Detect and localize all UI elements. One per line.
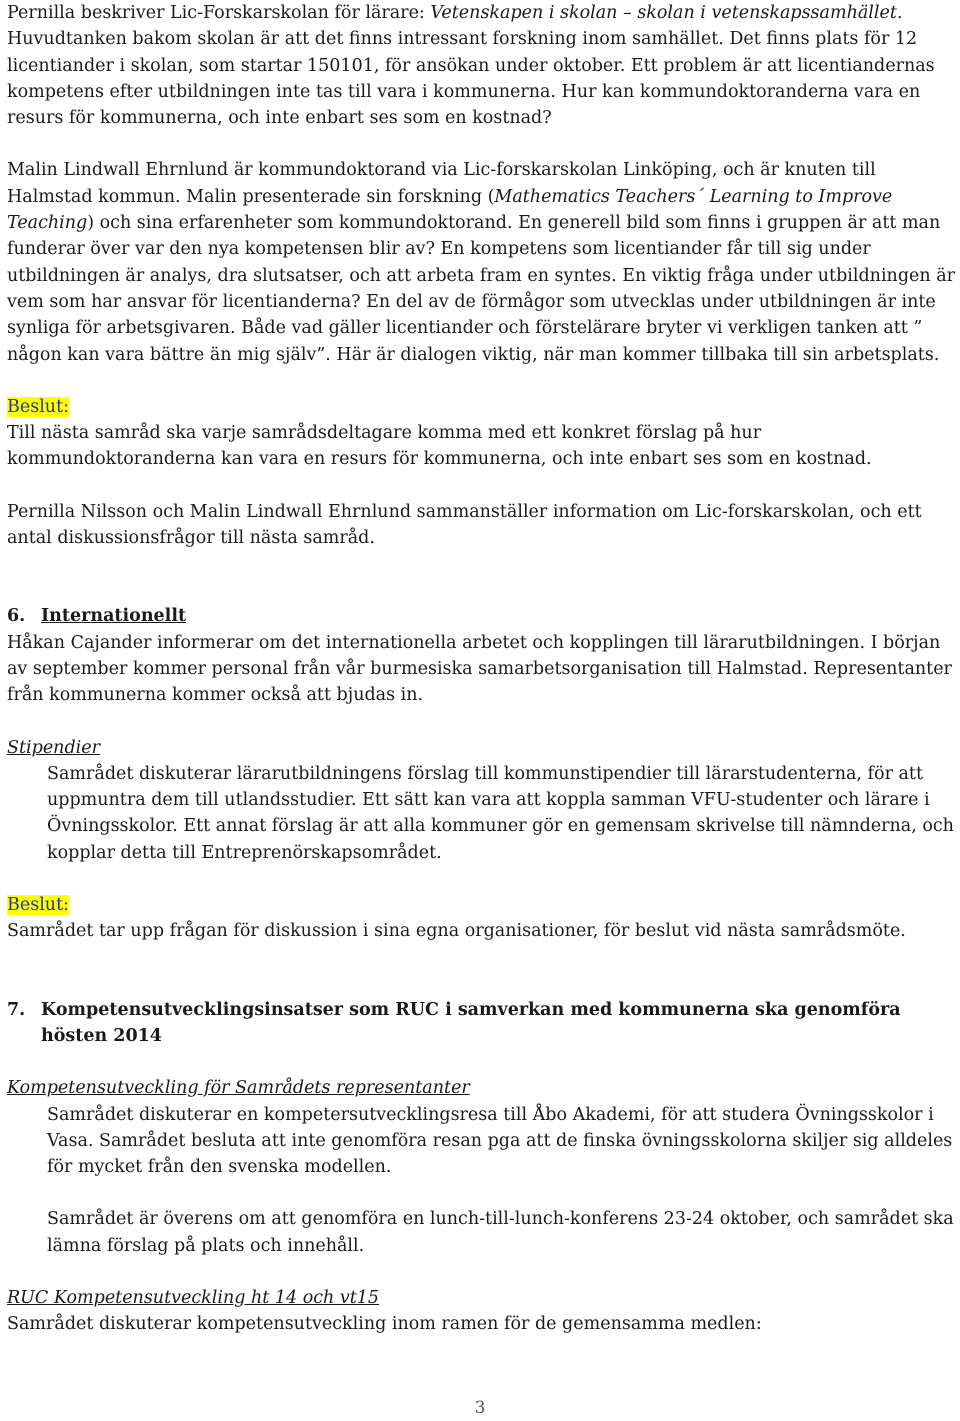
beslut-label: Beslut: <box>7 895 69 916</box>
text-run: Huvudtanken bakom skolan är att det finns intressant forskning inom samhället. Det finns plats för 12 licentiander i skolan, som startar 150101, för ansökan under oktober. Ett problem är att licentiandernas kompetens efter utbildningen inte tas till vara i kommunerna. Hur kan kommundoktoranderna vara en resurs för kommunerna, och inte enbart ses som en kostnad? <box>7 29 935 129</box>
ruc-body: Samrådet diskuterar kompetensutveckling inom ramen för de gemensamma medlen: <box>7 1314 762 1335</box>
section-6-body: Håkan Cajander informerar om det internationella arbetet och kopplingen till lärarutbildningen. I början av september kommer personal från vår burmesiska samarbetsorganisation till Halmstad. Representanter från kommunerna kommer också att bjudas in. <box>7 632 952 706</box>
text-run: Pernilla beskriver Lic-Forskarskolan för lärare: <box>7 3 431 23</box>
section-number: 6. <box>7 606 26 627</box>
research-title: Mathematics Teachers´ Learning to Improve Teaching <box>7 186 893 234</box>
beslut-text: Till nästa samråd ska varje samrådsdeltagare komma med ett konkret förslag på hur kommundoktoranderna kan vara en resurs för kommunerna, och inte enbart ses som en kostnad. <box>7 423 872 470</box>
section-title: Internationellt <box>41 606 187 627</box>
section-number: 7. <box>7 999 26 1020</box>
text-run: ) och sina erfarenheter som kommundoktorand. En generell bild som finns i gruppen är att man funderar över var den nya kompetensen blir av? En kompetens som licentiander får till sig under utbildningen är analys, dra slutsatser, och att arbeta fram en syntes. En viktig fråga under utbildningen är vem som har ansvar för licentianderna? En del av de förmågor som utvecklas under utbildningen är inte synliga för arbetsgivaren. Både vad gäller licentiander och förstelärare bryter vi verkligen tanken att ” någon kan vara bättre än mig själv”. Här är dialogen viktig, när man kommer tillbaka till sin arbetsplats. <box>7 213 956 365</box>
beslut-label: Beslut: <box>7 396 69 417</box>
stipendier-body: Samrådet diskuterar lärarutbildningens förslag till kommunstipendier till lärarstudenterna, för att uppmuntra dem till utlandsstudier. Ett sätt kan vara att koppla samman VFU-studenter och lärare i Övningsskolor. Ett annat förslag är att alla kommuner gör en gemensam skrivelse till nämnderna, och kopplar detta till Entreprenörskapsområdet. <box>47 763 954 863</box>
ruc-heading: RUC Kompetensutveckling ht 14 och vt15 <box>7 1287 380 1308</box>
paragraph-sammanstaller: Pernilla Nilsson och Malin Lindwall Ehrnlund sammanställer information om Lic-forskarskolan, och ett antal diskussionsfrågor till nästa samråd. <box>7 501 922 549</box>
page-number: 3 <box>474 1398 486 1418</box>
section-7-heading <box>7 997 957 1050</box>
stipendier-heading: Stipendier <box>7 737 100 758</box>
text-run: Malin Lindwall Ehrnlund är kommundoktorand via Lic-forskarskolan Linköping, och är knuten till Halmstad kommun. Malin presenterade sin forskning ( <box>7 160 876 207</box>
document-page <box>7 0 957 1338</box>
course-title: Vetenskapen i skolan – skolan i vetenskapssamhället. <box>430 3 903 23</box>
kompetensutveckling-body-2: Samrådet är överens om att genomföra en lunch-till-lunch-konferens 23-24 oktober, och samrådet ska lämna förslag på plats och innehåll. <box>47 1209 954 1256</box>
beslut-text: Samrådet tar upp frågan för diskussion i sina egna organisationer, för beslut vid nästa samrådsmöte. <box>7 921 906 942</box>
paragraph-malin <box>7 157 957 367</box>
kompetensutveckling-heading: Kompetensutveckling för Samrådets representanter <box>7 1078 470 1099</box>
kompetensutveckling-body-1: Samrådet diskuterar en kompetersutvecklingsresa till Åbo Akademi, för att studera Övningsskolor i Vasa. Samrådet besluta att inte genomföra resan pga att de finska övningsskolorna skiljer sig alldeles för mycket från den svenska modellen. <box>47 1104 953 1178</box>
section-6-heading <box>7 603 957 629</box>
paragraph-lic-forskarskolan <box>7 0 957 131</box>
section-title: Kompetensutvecklingsinsatser som RUC i samverkan med kommunerna ska genomföra hösten 2014 <box>41 999 901 1046</box>
